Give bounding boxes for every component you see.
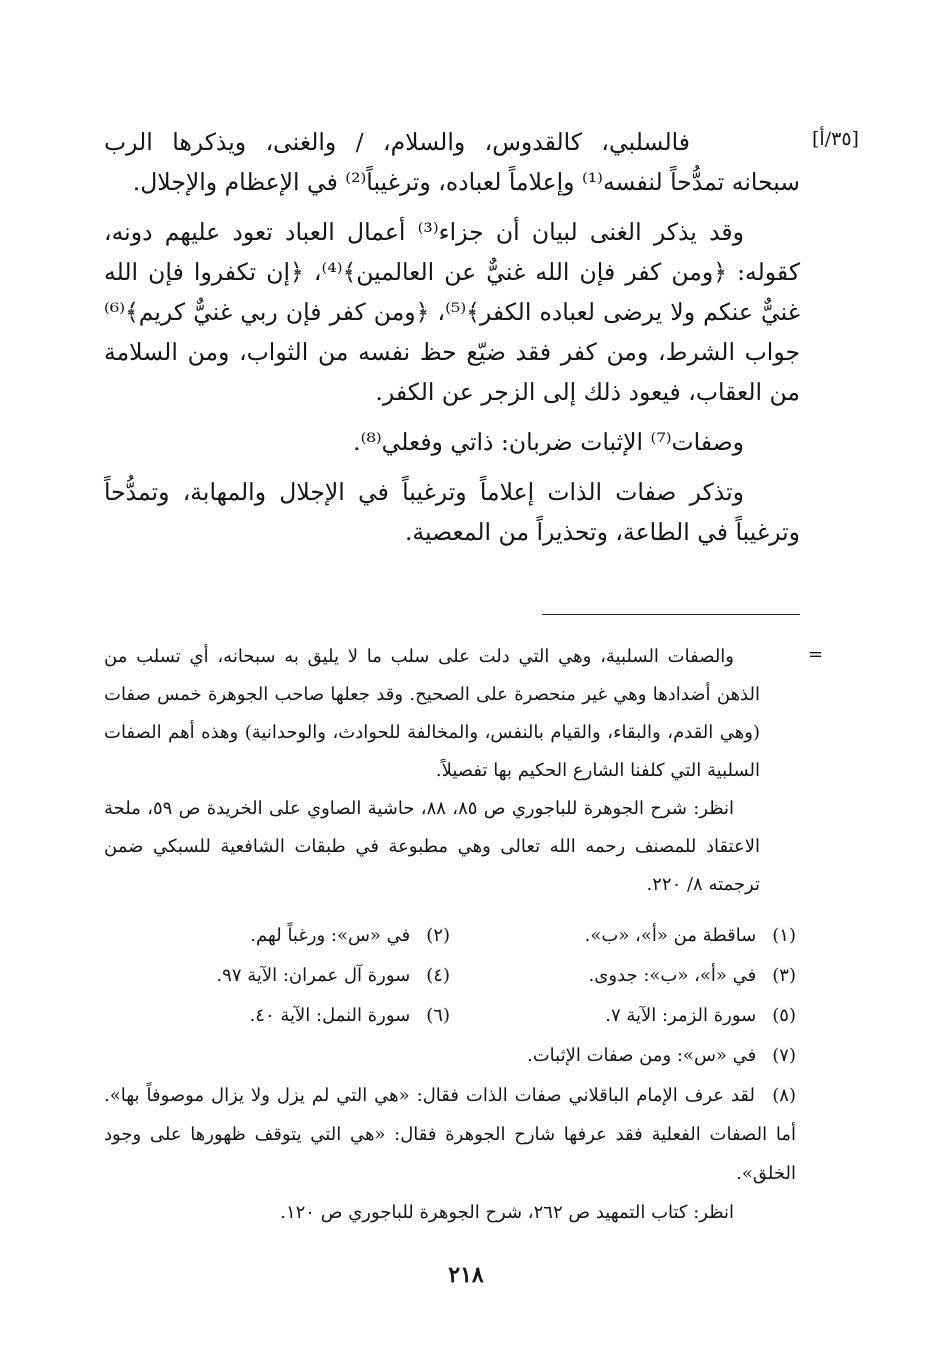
footnote-text: سورة النمل: الآية ٤٠.: [249, 1005, 411, 1026]
footnote-row: [104, 1036, 796, 1076]
footnote-6: [104, 996, 450, 1036]
footnote-3: [450, 956, 796, 996]
main-text: [104, 122, 800, 562]
footnote-row: [104, 996, 796, 1036]
footnote-number: (٦): [426, 1005, 450, 1026]
continuation-marker: =: [808, 644, 824, 665]
footnote-1: [450, 916, 796, 956]
footnote-5: [450, 996, 796, 1036]
footnote-number: (٨): [772, 1085, 796, 1106]
footnote-text: ساقطة من «أ»، «ب».: [584, 925, 757, 946]
footnote-8: [104, 1076, 796, 1232]
footnote-4: [104, 956, 450, 996]
continued-note-paragraph-2: انظر: شرح الجوهرة للباجوري ص ٨٥، ٨٨، حاشية الصاوي على الخريدة ص ٥٩، ملحة الاعتقاد للمصنف رحمه الله تعالى وهي مطبوعة في طبقات الشافعية للسبكي ضمن ترجمته ٨/ ٢٢٠.: [104, 798, 760, 895]
main-paragraph-1: فالسلبي، كالقدوس، والسلام، / والغنى، ويذكرها الرب سبحانه تمدُّحاً لنفسه⁽¹⁾ وإعلاماً لعباده، وترغيباً⁽²⁾ في الإعظام والإجلال.: [104, 128, 800, 196]
footnote-number: (٧): [772, 1045, 796, 1066]
footnote-number: (٣): [772, 965, 796, 986]
footnote-number: (٢): [426, 925, 450, 946]
main-paragraph-2: وقد يذكر الغنى لبيان أن جزاء⁽³⁾ أعمال العباد تعود عليهم دونه، كقوله: ﴿ومن كفر فإن الله غنيٌّ عن العالمين﴾⁽⁴⁾، ﴿إن تكفروا فإن الله غنيٌّ عنكم ولا يرضى لعباده الكفر﴾⁽⁵⁾، ﴿ومن كفر فإن ربي غنيٌّ كريم﴾⁽⁶⁾ جواب الشرط، ومن كفر فقد ضيّع حظ نفسه من الثواب، ومن السلامة من العقاب، فيعود ذلك إلى الزجر عن الكفر.: [104, 218, 801, 406]
main-paragraph-3: وصفات⁽⁷⁾ الإثبات ضربان: ذاتي وفعلي⁽⁸⁾.: [353, 428, 744, 456]
footnote-text: سورة الزمر: الآية ٧.: [605, 1005, 757, 1026]
footnote-text: سورة آل عمران: الآية ٩٧.: [216, 965, 411, 986]
footnote-text: في «س»: ومن صفات الإثبات.: [526, 1045, 757, 1066]
footnote-text: في «س»: ورغباً لهم.: [250, 925, 411, 946]
footnotes: [104, 916, 796, 1232]
footnote-text: في «أ»، «ب»: جدوى.: [588, 965, 757, 986]
main-paragraph-4: وتذكر صفات الذات إعلاماً وترغيباً في الإجلال والمهابة، وتمدُّحاً وترغيباً في الطاعة، وتحذيراً من المعصية.: [104, 478, 800, 546]
footnote-text: لقد عرف الإمام الباقلاني صفات الذات فقال: «هي التي لم يزل ولا يزال موصوفاً بها». أما الصفات الفعلية فقد عرفها شارح الجوهرة فقال: «هي التي يتوقف ظهورها على وجود الخلق».: [104, 1085, 796, 1184]
footnote-reference: انظر: كتاب التمهيد ص ٢٦٢، شرح الجوهرة للباجوري ص ١٢٠.: [280, 1202, 734, 1223]
footnote-number: (١): [772, 925, 796, 946]
footnote-row: [104, 916, 796, 956]
continued-footnote: [104, 638, 760, 904]
footnote-row: [104, 956, 796, 996]
footnote-7: [527, 1036, 796, 1076]
footnote-separator: [542, 614, 800, 615]
continued-note-paragraph-1: والصفات السلبية، وهي التي دلت على سلب ما لا يليق به سبحانه، أي تسلب من الذهن أضدادها وهي غير منحصرة على الصحيح. وقد جعلها صاحب الجوهرة خمس صفات (وهي القدم، والبقاء، والقيام بالنفس، والمخالفة للحوادث، والوحدانية) وهذه أهم الصفات السلبية التي كلفنا الشارع الحكيم بها تفصيلاً.: [104, 646, 760, 781]
footnote-number: (٤): [426, 965, 450, 986]
footnote-2: [104, 916, 450, 956]
footnote-number: (٥): [772, 1005, 796, 1026]
manuscript-folio-marker: [٣٥/أ]: [812, 128, 859, 150]
page-number: ٢١٨: [448, 1262, 484, 1288]
